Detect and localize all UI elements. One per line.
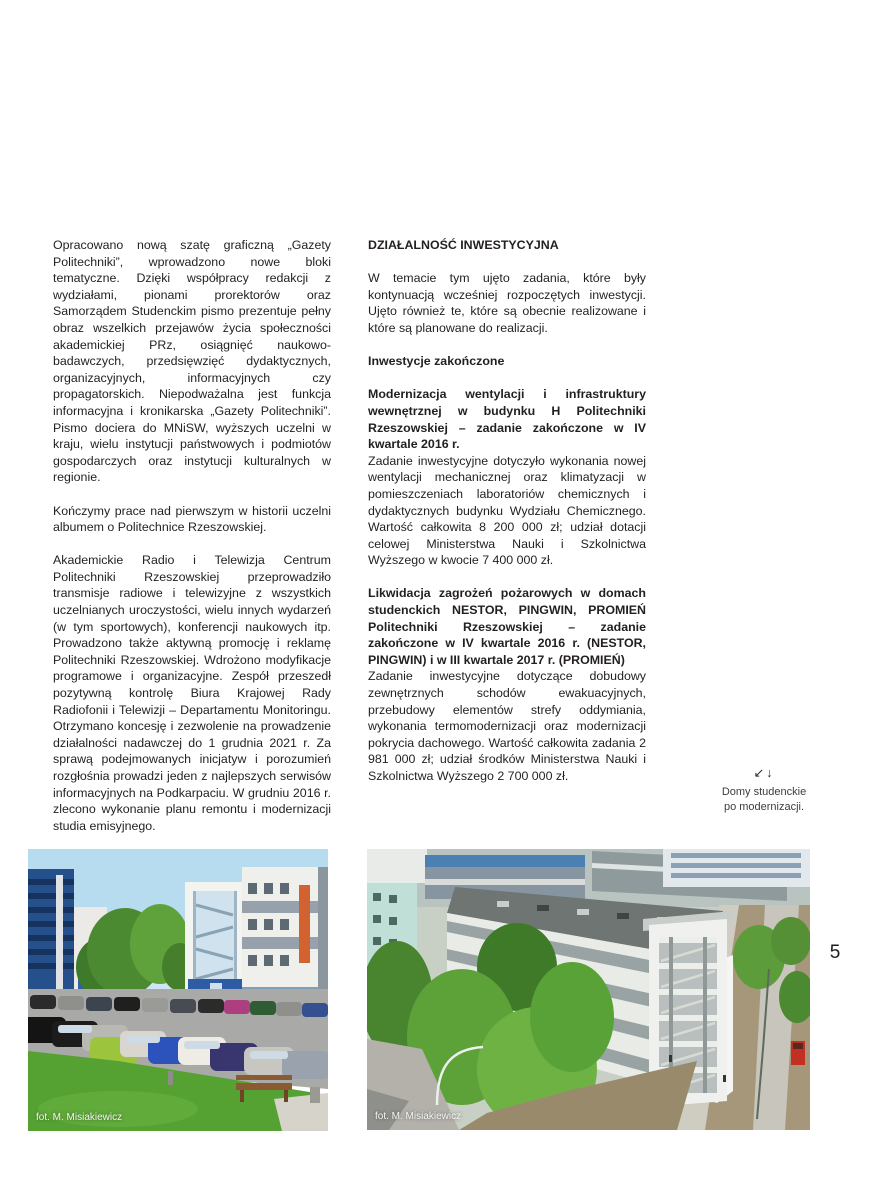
- paragraph-investments-intro: W temacie tym ujęto zadania, które były kontynuacją wcześniej rozpoczętych inwestycji. Ujęto również te, które są obecnie realizowane i które są planowane do realizacji.: [368, 271, 646, 335]
- paragraph-gazeta: Opracowano nową szatę graficzną „Gazety Politechniki”, wprowadzono nowe bloki tematyczne. Dzięki współpracy redakcji z wydziałami, pionami prorektorów oraz Samorządem Studenckim pismo prezentuje pełny obraz wszelkich przejawów życia społeczności akademickiej PRz, osiągnięć naukowo-badawczych, przedsięwzięć dydaktycznych, organizacyjnych, informacyjnych czy propagatorskich. Niepodważalna jest funkcja informacyjna i kronikarska „Gazety Politechniki”. Pismo dociera do MNiSW, wyższych uczelni w kraju, wielu instytucji państwowych i podmiotów gospodarczych oraz instytucji kulturalnych w regionie.: [53, 238, 331, 485]
- staircase-tower: [185, 882, 247, 1000]
- investment-title: Modernizacja wentylacji i infrastruktury wewnętrznej w budynku H Politechniki Rzeszowskiej – zadanie zakończone w IV kwartale 2016 r.: [368, 387, 646, 452]
- photo-credit: fot. M. Misiakiewicz: [36, 1112, 123, 1123]
- photo-credit: fot. M. Misiakiewicz: [375, 1111, 462, 1122]
- investment-title: Likwidacja zagrożeń pożarowych w domach studenckich NESTOR, PINGWIN, PROMIEŃ Politechniki Rzeszowskiej – zadanie zakończone w IV kwartale 2016 r. (NESTOR, PINGWIN) i w III kwartale 2017 r. (PROMIEŃ): [368, 586, 646, 667]
- page-number: 5: [829, 942, 841, 963]
- paragraph-radio-tv: Akademickie Radio i Telewizja Centrum Politechniki Rzeszowskiej przeprowadziło transmisje radiowe i telewizyjne z wszystkich uczelnianych uroczystości, wielu innych wydarzeń (w tym sportowych), konferencji naukowych itp. Prowadzono także aktywną promocję i reklamę Politechniki Rzeszowskiej. Wdrożono modyfikacje programowe i organizacyjne. Zespół przeszedł pozytywną kontrolę Biura Krajowej Rady Radiofonii i Telewizji – Departamentu Monitoringu. Otrzymano koncesję i zezwolenie na prowadzenie działalności nadawczej do 1 grudnia 2021 r. Za sprawą podejmowanych inicjatyw i porozumień rozgłośnia prowadzi jeden z najlepszych serwisów informacyjnych na Podkarpaciu. W grudniu 2016 r. zlecono wykonanie planu remontu i modernizacji studia emisyjnego.: [53, 553, 331, 833]
- caption-line: po modernizacji.: [723, 801, 805, 813]
- photo-caption-block: [702, 766, 826, 816]
- person: [669, 1055, 672, 1062]
- photo-dormitory-aerial: [367, 849, 810, 1130]
- dormitory-parking-illustration: [28, 849, 328, 1131]
- post: [168, 1071, 173, 1085]
- investment-item-fire-safety: [368, 585, 646, 784]
- investment-body: Zadanie inwestycyjne dotyczące dobudowy zewnętrznych schodów ewakuacyjnych, przebudowy elementów strefy oddymiania, wykonania termomodernizacji oraz modernizacji pokrycia dachowego. Wartość całkowita zadania 2 981 000 zł; udział środków Ministerstwa Nauki i Szkolnictwa Wyższego 2 700 000 zł.: [368, 669, 646, 783]
- down-left-down-arrows-icon: ↙↓: [753, 766, 775, 780]
- section-heading-investments: DZIAŁALNOŚĆ INWESTYCYJNA: [368, 238, 559, 252]
- left-text-column: [53, 237, 331, 851]
- subsection-heading-completed: Inwestycje zakończone: [368, 354, 505, 369]
- distant-buildings: [367, 849, 810, 907]
- trash-bin: [310, 1087, 320, 1103]
- caption-line: Domy studenckie: [721, 785, 807, 798]
- dormitory-aerial-illustration: [367, 849, 810, 1130]
- dormitory-building: [242, 867, 328, 1002]
- investment-item-ventilation: [368, 386, 646, 569]
- blue-glass-building: [28, 869, 74, 989]
- right-text-column: [368, 237, 646, 801]
- paragraph-album: Kończymy prace nad pierwszym w historii uczelni albumem o Politechnice Rzeszowskiej.: [53, 503, 331, 535]
- investment-body: Zadanie inwestycyjne dotyczyło wykonania nowej wentylacji mechanicznej oraz klimatyzacji w pomieszczeniach laboratoriów chemicznych i dydaktycznych budynku Wydziału Chemicznego. Wartość całkowita 8 200 000 zł; udział dotacji celowej Ministerstwa Nauki i Szkolnictwa Wyższego w kwocie 7 400 000 zł.: [368, 453, 646, 568]
- person: [723, 1075, 726, 1082]
- photo-dormitory-parking: [28, 849, 328, 1131]
